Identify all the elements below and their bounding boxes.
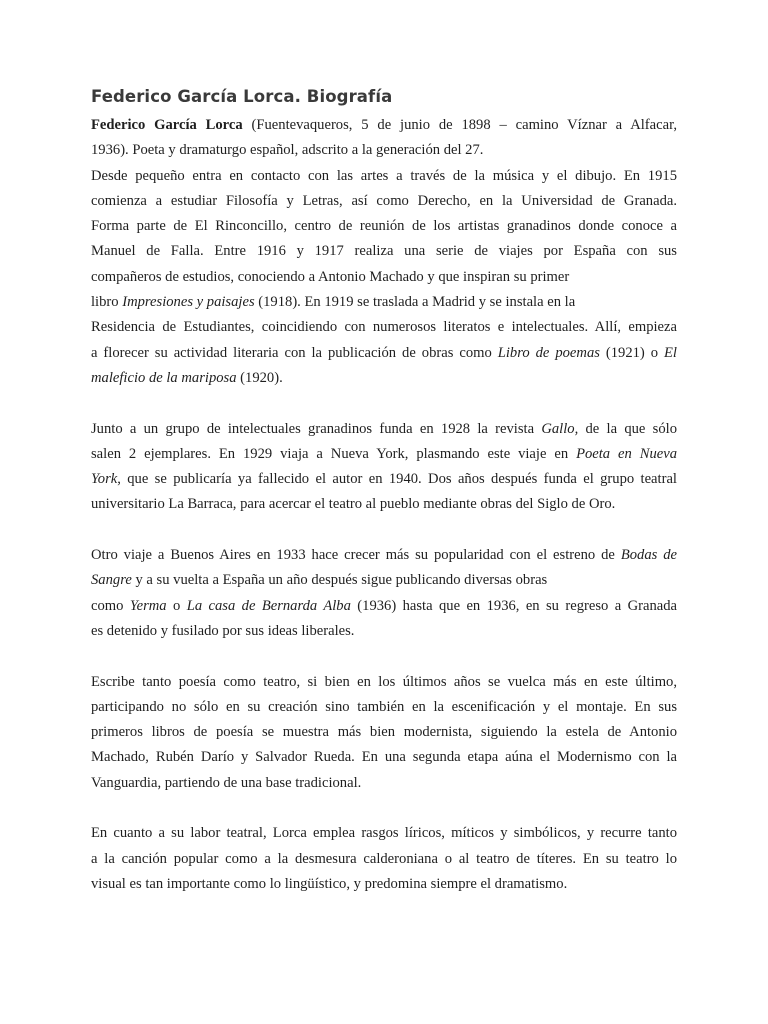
- book-title: Bodas de: [620, 547, 677, 564]
- text-span: Otro viaje a Buenos Aires en 1933 hace crecer más su popularidad con el estreno de: [91, 547, 621, 564]
- text-line: Desde pequeño entra en contacto con las artes a través de la música y el dibujo. En 1915: [91, 167, 677, 184]
- text-span: a florecer su actividad literaria con la publicación de obras como: [91, 344, 498, 361]
- text-span: o: [166, 597, 187, 614]
- text-line: [91, 543, 677, 568]
- text-span: , que se publicaría ya fallecido el autor en 1940. Dos años después funda el grupo teatral: [117, 471, 677, 488]
- paragraph-intro: [91, 113, 677, 391]
- text-line: 1936). Poeta y dramaturgo español, adscrito a la generación del 27.: [91, 142, 484, 159]
- book-title: Sangre: [91, 572, 132, 589]
- text-line: [91, 442, 677, 467]
- text-line: Machado, Rubén Darío y Salvador Rueda. En una segunda etapa aúna el Modernismo con la: [91, 749, 677, 766]
- text-span: (1936) hasta que en 1936, en su regreso a Granada: [350, 597, 678, 614]
- text-span: (1920).: [236, 369, 283, 386]
- book-title: Yerma: [129, 597, 167, 614]
- text-line: compañeros de estudios, conociendo a Antonio Machado y que inspiran su primer: [91, 268, 570, 285]
- text-line: En cuanto a su labor teatral, Lorca emplea rasgos líricos, míticos y simbólicos, y recurre tanto: [91, 825, 677, 842]
- text-span: libro: [91, 294, 123, 311]
- paragraph-buenos-aires: [91, 543, 677, 644]
- text-line: [91, 366, 677, 391]
- book-title: Poeta en Nueva: [576, 445, 677, 462]
- magazine-title: Gallo,: [541, 420, 579, 437]
- text-span: salen 2 ejemplares. En 1929 viaja a Nueva York, plasmando este viaje en: [91, 445, 577, 462]
- text-line: [91, 594, 677, 619]
- text-line: Escribe tanto poesía como teatro, si bien en los últimos años se vuelca más en este último,: [91, 673, 677, 690]
- text-line: [91, 113, 677, 138]
- text-span: de la que sólo: [578, 420, 677, 437]
- text-line: Residencia de Estudiantes, coincidiendo con numerosos literatos e intelectuales. Allí, empieza: [91, 319, 677, 336]
- author-name: Federico García Lorca: [91, 117, 243, 133]
- text-line: Forma parte de El Rinconcillo, centro de reunión de los artistas granadinos donde conoce a: [91, 218, 677, 235]
- page-title: Federico García Lorca. Biografía: [91, 87, 393, 106]
- text-line: participando no sólo en su creación sino también en la escenificación y el montaje. En sus: [91, 698, 677, 715]
- text-line: Vanguardia, partiendo de una base tradicional.: [91, 774, 362, 791]
- text-span: Junto a un grupo de intelectuales granadinos funda en 1928 la revista: [91, 420, 542, 437]
- text-line: a la canción popular como a la desmesura calderoniana o al teatro de títeres. En su teatro lo: [91, 850, 677, 867]
- text-line: Manuel de Falla. Entre 1916 y 1917 realiza una serie de viajes por España con sus: [91, 243, 677, 260]
- text-line: [91, 467, 677, 492]
- book-title: York: [91, 471, 118, 488]
- book-title: Impresiones y paisajes: [122, 294, 255, 311]
- text-span: (1918). En 1919 se traslada a Madrid y se instala en la: [254, 294, 576, 311]
- text-span: (Fuentevaqueros, 5 de junio de 1898 – camino Víznar a Alfacar,: [242, 117, 677, 133]
- text-span: y a su vuelta a España un año después sigue publicando diversas obras: [131, 572, 548, 589]
- book-title: El: [664, 344, 677, 361]
- text-line: [91, 568, 677, 593]
- text-line: [91, 290, 677, 315]
- text-line: es detenido y fusilado por sus ideas liberales.: [91, 622, 355, 639]
- book-title: La casa de Bernarda Alba: [186, 597, 351, 614]
- text-line: primeros libros de poesía se muestra más bien modernista, siguiendo la estela de Antonio: [91, 724, 677, 741]
- text-line: [91, 417, 677, 442]
- text-line: [91, 341, 677, 366]
- text-span: como: [91, 597, 130, 614]
- document-page: [91, 86, 677, 897]
- text-line: visual es tan importante como lo lingüístico, y predomina siempre el dramatismo.: [91, 875, 568, 892]
- book-title: maleficio de la mariposa: [91, 369, 237, 386]
- text-line: comienza a estudiar Filosofía y Letras, así como Derecho, en la Universidad de Granada.: [91, 192, 677, 209]
- text-span: (1921) o: [599, 344, 665, 361]
- paragraph-new-york: [91, 417, 677, 518]
- paragraph-theatre-work: [91, 821, 677, 897]
- book-title: Libro de poemas: [497, 344, 600, 361]
- text-line: universitario La Barraca, para acercar el teatro al pueblo mediante obras del Siglo de Oro.: [91, 496, 616, 513]
- paragraph-poetry-theatre: [91, 670, 677, 796]
